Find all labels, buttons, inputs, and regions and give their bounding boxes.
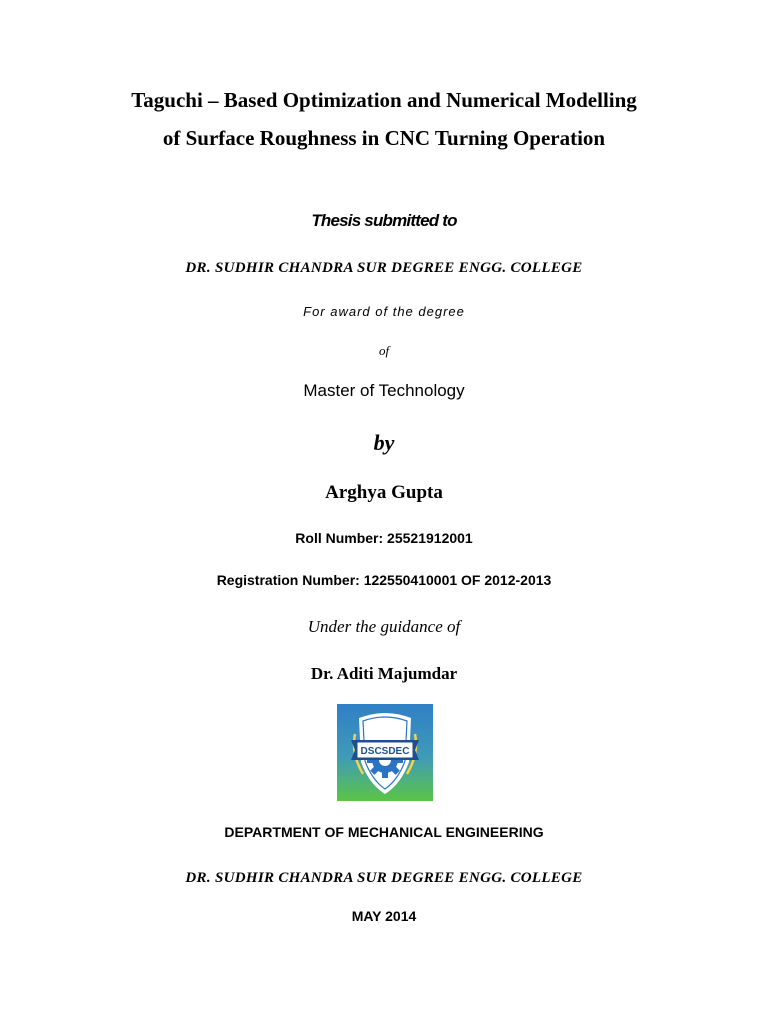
college-name-top: DR. SUDHIR CHANDRA SUR DEGREE ENGG. COLLEGE [185,260,583,276]
title-line-2: of Surface Roughness in CNC Turning Operation [162,126,606,150]
guide-name: Dr. Aditi Majumdar [310,664,458,683]
submission-date: MAY 2014 [351,908,417,924]
award-text: For award of the degree [303,304,465,319]
guidance-text: Under the guidance of [307,617,461,636]
department-name: DEPARTMENT OF MECHANICAL ENGINEERING [224,824,544,840]
author-name: Arghya Gupta [325,482,443,503]
title-line-1: Taguchi – Based Optimization and Numerical Modelling [131,88,637,112]
roll-number: Roll Number: 25521912001 [295,530,473,546]
degree-name: Master of Technology [303,381,465,400]
logo-banner-text: DSCSDEC [360,746,410,757]
college-name-bottom: DR. SUDHIR CHANDRA SUR DEGREE ENGG. COLLEGE [185,870,583,886]
college-logo [337,704,433,801]
submitted-to-text: Thesis submitted to [311,211,457,230]
of-text: of [378,343,390,358]
by-text: by [373,430,395,455]
registration-number: Registration Number: 122550410001 OF 2012-2013 [216,572,552,588]
